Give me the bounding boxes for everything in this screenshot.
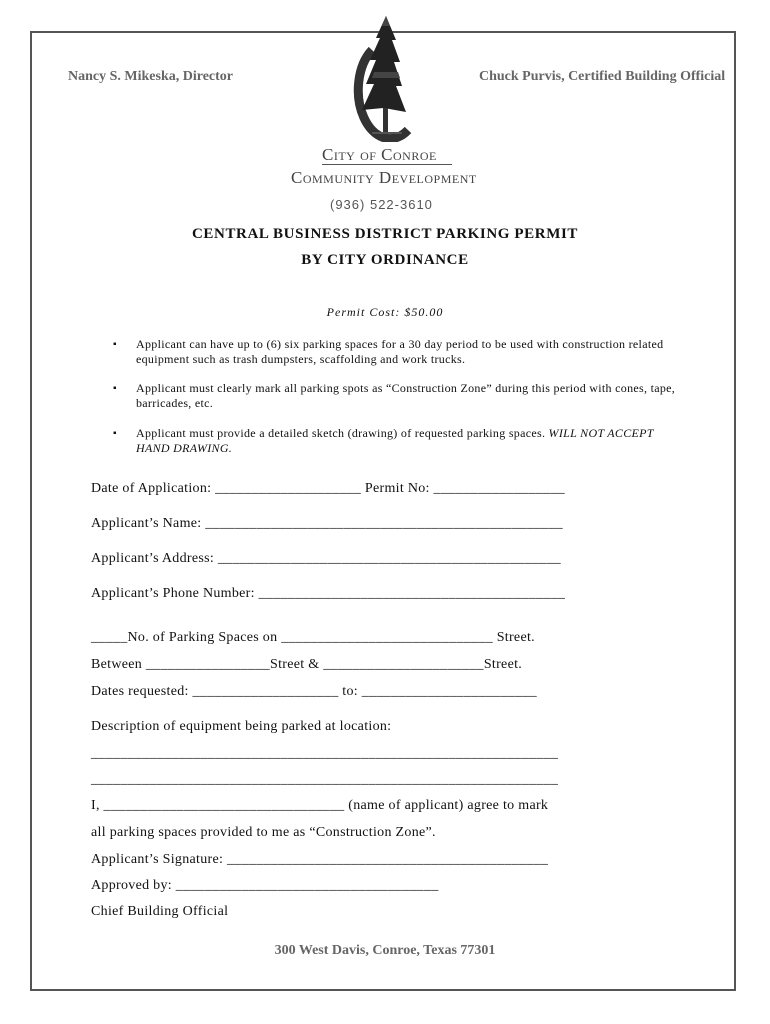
bullet-marker: ▪ bbox=[113, 383, 117, 394]
applicant-phone-field[interactable]: Applicant’s Phone Number: __________________________________________ bbox=[91, 586, 566, 601]
applicant-signature-field[interactable]: Applicant’s Signature: ____________________________________________ bbox=[91, 852, 549, 867]
approver-title: Chief Building Official bbox=[91, 904, 229, 919]
org-city-name: City of Conroe bbox=[322, 145, 437, 164]
approved-by-field[interactable]: Approved by: ____________________________________ bbox=[91, 878, 439, 893]
applicant-name-field[interactable]: Applicant’s Name: _________________________________________________ bbox=[91, 516, 563, 531]
between-streets-field[interactable]: Between _________________Street & ______________________Street. bbox=[91, 657, 523, 672]
equipment-description-line-2[interactable]: ________________________________________________________________ bbox=[91, 772, 559, 787]
permit-cost: Permit Cost: $50.00 bbox=[326, 305, 444, 319]
applicant-address-field[interactable]: Applicant’s Address: _______________________________________________ bbox=[91, 551, 561, 566]
rule-bullet-3 bbox=[136, 426, 676, 456]
pine-tree-c-logo-icon bbox=[330, 12, 430, 142]
org-phone: (936) 522-3610 bbox=[330, 197, 433, 212]
logo-divider bbox=[322, 164, 452, 165]
equipment-description-line-1[interactable]: ________________________________________________________________ bbox=[91, 746, 559, 761]
bullet-marker: ▪ bbox=[113, 339, 117, 350]
dates-requested-field[interactable]: Dates requested: ____________________ to: ________________________ bbox=[91, 684, 537, 699]
form-title: CENTRAL BUSINESS DISTRICT PARKING PERMIT bbox=[191, 226, 579, 242]
equipment-description-label: Description of equipment being parked at location: bbox=[91, 719, 392, 734]
bullet-marker: ▪ bbox=[113, 428, 117, 439]
org-department-name: Community Development bbox=[291, 168, 477, 187]
building-official-name: Chuck Purvis, Certified Building Official bbox=[479, 69, 726, 84]
rule-bullet-3-warning: WILL NOT ACCEPT HAND DRAWING. bbox=[136, 426, 654, 455]
form-subtitle: BY CITY ORDINANCE bbox=[301, 252, 469, 268]
parking-spaces-field[interactable]: _____No. of Parking Spaces on _____________________________ Street. bbox=[91, 630, 535, 645]
office-address: 300 West Davis, Conroe, Texas 77301 bbox=[274, 943, 496, 958]
agreement-name-field[interactable]: I, _________________________________ (name of applicant) agree to mark bbox=[91, 798, 549, 813]
rule-bullet-2: Applicant must clearly mark all parking spots as “Construction Zone” during this period with cones, tape, barricades, etc. bbox=[136, 381, 676, 410]
director-name: Nancy S. Mikeska, Director bbox=[68, 69, 233, 84]
agreement-text: all parking spaces provided to me as “Construction Zone”. bbox=[91, 825, 436, 840]
date-permit-field[interactable]: Date of Application: ____________________ Permit No: __________________ bbox=[91, 481, 565, 496]
rule-bullet-3-text: Applicant must provide a detailed sketch (drawing) of requested parking spaces. bbox=[136, 426, 549, 440]
rule-bullet-1: Applicant can have up to (6) six parking spaces for a 30 day period to be used with construction related equipment such as trash dumpsters, scaffolding and work trucks. bbox=[136, 337, 664, 366]
